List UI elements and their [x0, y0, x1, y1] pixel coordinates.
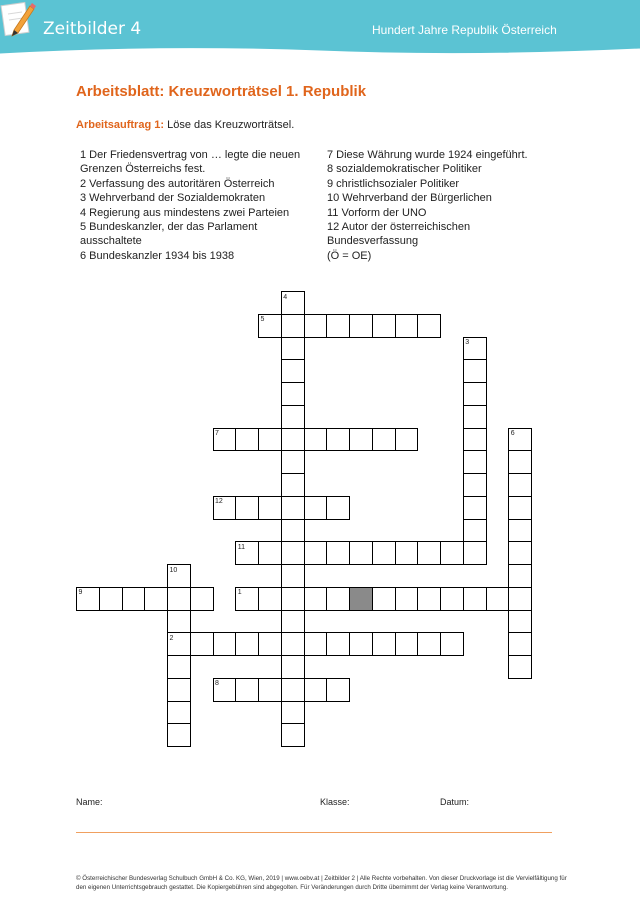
crossword-cell[interactable]: [463, 541, 487, 565]
clue-number-11: 11: [237, 543, 246, 551]
crossword-cell[interactable]: [167, 701, 191, 725]
crossword-cell[interactable]: [190, 632, 214, 656]
clue-10: 10 Wehrverband der Bürgerlichen: [327, 192, 492, 205]
crossword-cell[interactable]: [235, 587, 259, 611]
crossword-cell[interactable]: [281, 359, 305, 383]
crossword-cell[interactable]: [235, 678, 259, 702]
crossword-cell[interactable]: [326, 541, 350, 565]
crossword-cell[interactable]: [326, 632, 350, 656]
crossword-cell[interactable]: [304, 632, 328, 656]
crossword-cell[interactable]: [281, 450, 305, 474]
crossword-cell[interactable]: [508, 496, 532, 520]
crossword-cell[interactable]: [372, 587, 396, 611]
crossword-cell[interactable]: [508, 428, 532, 452]
clue-12: 12 Autor der österreichischen Bundesverfassung: [327, 221, 471, 248]
brand-title: Zeitbilder 4: [43, 19, 142, 39]
crossword-cell[interactable]: [258, 496, 282, 520]
crossword-cell[interactable]: [463, 587, 487, 611]
crossword-cell[interactable]: [281, 337, 305, 361]
crossword-cell[interactable]: [281, 678, 305, 702]
crossword-cell[interactable]: [167, 610, 191, 634]
crossword-cell[interactable]: [281, 428, 305, 452]
crossword-cell[interactable]: [258, 678, 282, 702]
task-text: Löse das Kreuzworträtsel.: [167, 119, 295, 131]
crossword-cell[interactable]: [281, 382, 305, 406]
crossword-cell[interactable]: [258, 541, 282, 565]
crossword-cell[interactable]: [463, 496, 487, 520]
crossword-cell[interactable]: [304, 428, 328, 452]
clue-number-3: 3: [465, 339, 470, 346]
crossword-cell[interactable]: [213, 496, 237, 520]
crossword-cell[interactable]: [395, 428, 419, 452]
crossword-cell[interactable]: [486, 587, 510, 611]
crossword-cell[interactable]: [213, 632, 237, 656]
crossword-cell[interactable]: [395, 541, 419, 565]
clue-number-12: 12: [215, 498, 223, 506]
crossword-cell[interactable]: [304, 678, 328, 702]
crossword-cell[interactable]: [349, 314, 373, 338]
crossword-cell[interactable]: [326, 428, 350, 452]
crossword-cell[interactable]: [440, 587, 464, 611]
crossword-cell[interactable]: [281, 564, 305, 588]
crossword-cell[interactable]: [395, 632, 419, 656]
crossword-cell[interactable]: [167, 655, 191, 679]
crossword-cell[interactable]: [326, 496, 350, 520]
name-label: Name:: [76, 797, 103, 807]
crossword-cell[interactable]: [167, 587, 191, 611]
crossword-cell[interactable]: [508, 473, 532, 497]
crossword-cell[interactable]: [304, 496, 328, 520]
crossword-cell[interactable]: [372, 314, 396, 338]
clue-6: 6 Bundeskanzler 1934 bis 1938: [80, 249, 235, 262]
copyright-footer: © Österreichischer Bundesverlag Schulbuch GmbH & Co. KG, Wien, 2019 | www.oebv.at | Zeitbilder 2 | Alle Rechte vorbehalten. Von dieser Druckvorlage ist die Vervielfältigung für den eigenen Unterrichtsgebrauch gestattet. Die Kopiergebühren sind abgegolten. Für Veränderungen durch Dritte übernimmt der Verlag keine Verantwortung.: [76, 875, 567, 891]
clue-number-6: 6: [510, 430, 515, 437]
crossword-cell[interactable]: [304, 314, 328, 338]
crossword-cell[interactable]: [349, 632, 373, 656]
clue-number-7: 7: [215, 430, 219, 437]
task-label: Arbeitsauftrag 1:: [76, 119, 165, 131]
crossword-cell[interactable]: [213, 678, 237, 702]
crossword-cell[interactable]: [508, 632, 532, 656]
crossword-cell[interactable]: [395, 587, 419, 611]
crossword-cell[interactable]: [372, 428, 396, 452]
crossword-cell[interactable]: [281, 587, 305, 611]
crossword-cell[interactable]: [463, 450, 487, 474]
crossword-cell-shaded: [349, 587, 373, 611]
crossword-cell[interactable]: [508, 450, 532, 474]
crossword-cell[interactable]: [258, 428, 282, 452]
crossword-cell[interactable]: [213, 428, 237, 452]
crossword-cell[interactable]: [258, 587, 282, 611]
clue-11: 11 Vorform der UNO: [327, 206, 427, 219]
crossword-cell[interactable]: [463, 405, 487, 429]
crossword-cell[interactable]: [281, 541, 305, 565]
crossword-cell[interactable]: [281, 632, 305, 656]
crossword-cell[interactable]: [281, 496, 305, 520]
clue-list-right: [327, 148, 557, 263]
clue-5: 5 Bundeskanzler, der das Parlament ausschaltete: [80, 221, 258, 248]
crossword-cell[interactable]: [281, 723, 305, 747]
task-line: [76, 119, 294, 131]
clue-number-2: 2: [169, 634, 174, 642]
crossword-cell[interactable]: [99, 587, 123, 611]
crossword-cell[interactable]: [508, 655, 532, 679]
crossword-cell[interactable]: [281, 291, 305, 315]
crossword-cell[interactable]: [326, 587, 350, 611]
crossword-cell[interactable]: [463, 519, 487, 543]
crossword-cell[interactable]: [304, 541, 328, 565]
clue-number-4: 4: [283, 293, 288, 301]
crossword-cell[interactable]: [463, 382, 487, 406]
crossword-cell[interactable]: [281, 701, 305, 725]
crossword-cell[interactable]: [508, 541, 532, 565]
crossword-cell[interactable]: [76, 587, 100, 611]
divider-line: [76, 832, 552, 833]
crossword-cell[interactable]: [167, 723, 191, 747]
worksheet-title: Arbeitsblatt: Kreuzworträtsel 1. Republik: [76, 83, 367, 100]
crossword-cell[interactable]: [508, 587, 532, 611]
crossword-cell[interactable]: [417, 314, 441, 338]
crossword-cell[interactable]: [395, 314, 419, 338]
crossword-cell[interactable]: [190, 587, 214, 611]
crossword-cell[interactable]: [326, 314, 350, 338]
crossword-cell[interactable]: [417, 632, 441, 656]
crossword-cell[interactable]: [463, 473, 487, 497]
crossword-cell[interactable]: [304, 587, 328, 611]
crossword-cell[interactable]: [440, 541, 464, 565]
header-banner: [0, 0, 640, 62]
clue-1: 1 Der Friedensvertrag von … legte die neuen Grenzen Österreichs fest.: [80, 149, 301, 176]
crossword-cell[interactable]: [167, 678, 191, 702]
clue-7: 7 Diese Währung wurde 1924 eingeführt.: [327, 149, 528, 161]
clue-2: 2 Verfassung des autoritären Österreich: [80, 177, 275, 190]
crossword-cell[interactable]: [235, 496, 259, 520]
crossword-cell[interactable]: [440, 632, 464, 656]
date-label: Datum:: [440, 797, 470, 807]
crossword-cell[interactable]: [326, 678, 350, 702]
clue-number-8: 8: [215, 680, 219, 688]
crossword-cell[interactable]: [508, 610, 532, 634]
crossword-cell[interactable]: [349, 541, 373, 565]
clue-9: 9 christlichsozialer Politiker: [327, 177, 460, 190]
crossword-cell[interactable]: [258, 632, 282, 656]
clue-4: 4 Regierung aus mindestens zwei Parteien: [80, 206, 290, 219]
crossword-cell[interactable]: [258, 314, 282, 338]
clue-number-5: 5: [260, 316, 265, 324]
crossword-cell[interactable]: [417, 541, 441, 565]
crossword-cell[interactable]: [167, 564, 191, 588]
crossword-cell[interactable]: [144, 587, 168, 611]
clue-number-1: 1: [237, 589, 242, 597]
pencil-note-icon: [0, 0, 36, 40]
crossword-cell[interactable]: [508, 564, 532, 588]
crossword-cell[interactable]: [281, 519, 305, 543]
crossword-cell[interactable]: [122, 587, 146, 611]
crossword-cell[interactable]: [235, 428, 259, 452]
crossword-cell[interactable]: [372, 541, 396, 565]
clue-note: (Ö = OE): [327, 249, 372, 262]
crossword-cell[interactable]: [281, 655, 305, 679]
class-label: Klasse:: [320, 797, 350, 807]
crossword-cell[interactable]: [281, 610, 305, 634]
crossword-cell[interactable]: [463, 428, 487, 452]
crossword-cell[interactable]: [463, 359, 487, 383]
crossword-cell[interactable]: [235, 632, 259, 656]
crossword-cell[interactable]: [235, 541, 259, 565]
clue-list-left: [80, 148, 310, 263]
clue-3: 3 Wehrverband der Sozialdemokraten: [80, 192, 266, 205]
clue-8: 8 sozialdemokratischer Politiker: [327, 163, 482, 176]
crossword-cell[interactable]: [463, 337, 487, 361]
crossword-cell[interactable]: [417, 587, 441, 611]
clue-number-10: 10: [169, 566, 178, 574]
crossword-cell[interactable]: [508, 519, 532, 543]
crossword-cell[interactable]: [167, 632, 191, 656]
crossword-cell[interactable]: [281, 314, 305, 338]
header-topic: Hundert Jahre Republik Österreich: [372, 23, 557, 37]
crossword-cell[interactable]: [349, 428, 373, 452]
crossword-cell[interactable]: [281, 473, 305, 497]
crossword-cell[interactable]: [372, 632, 396, 656]
crossword-cell[interactable]: [281, 405, 305, 429]
clue-number-9: 9: [78, 589, 83, 597]
